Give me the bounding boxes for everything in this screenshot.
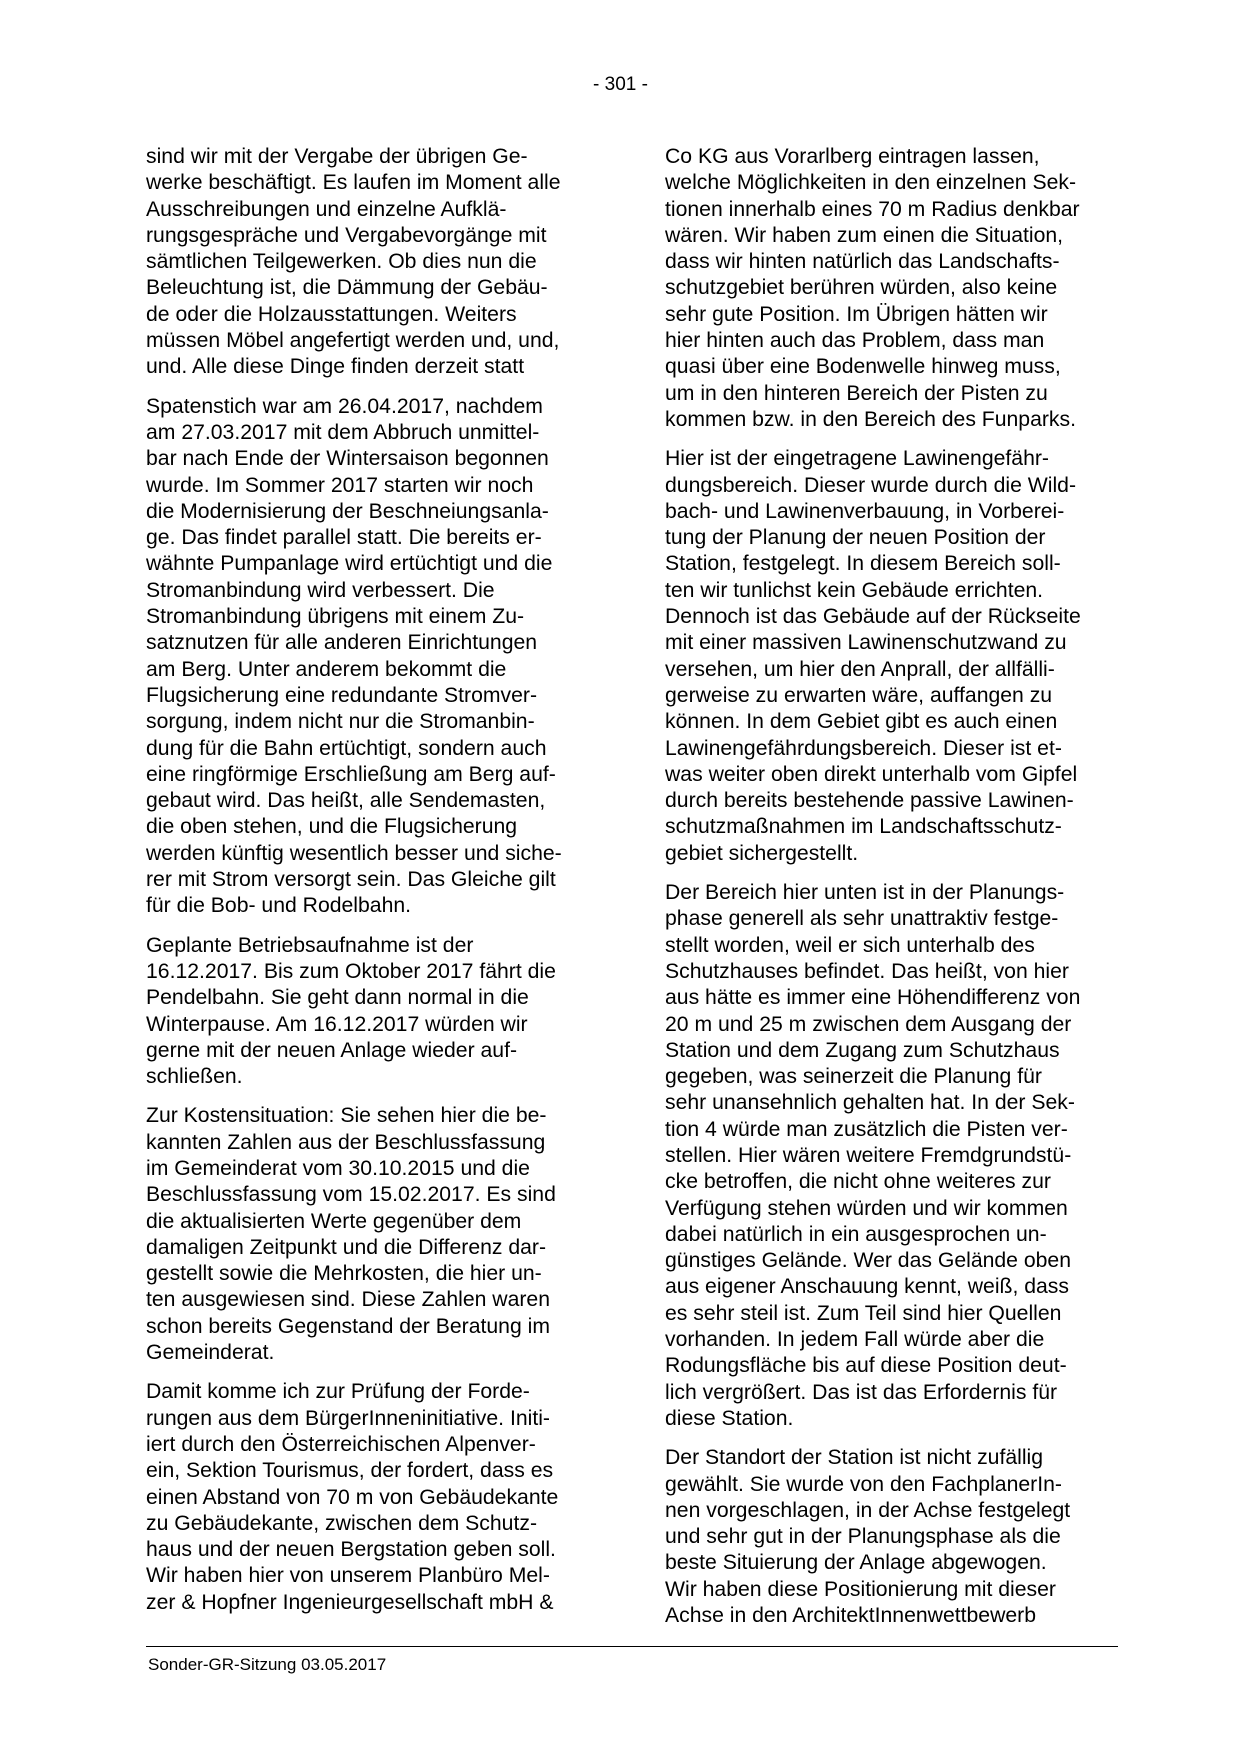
right-column — [665, 144, 1120, 1642]
text-line: rungsgespräche und Vergabevorgänge mit — [146, 223, 547, 247]
text-line: 20 m und 25 m zwischen dem Ausgang der — [665, 1012, 1072, 1036]
paragraph — [146, 933, 601, 1091]
text-line: wähnte Pumpanlage wird ertüchtigt und die — [146, 552, 553, 576]
text-line: Beschlussfassung vom 15.02.2017. Es sind — [146, 1183, 556, 1207]
text-line: ten wir tunlichst kein Gebäude errichten. — [665, 578, 1044, 602]
text-line: müssen Möbel angefertigt werden und, und, — [146, 329, 560, 353]
text-line: die Modernisierung der Beschneiungsanla- — [146, 499, 549, 523]
text-line: gebaut wird. Das heißt, alle Sendemasten, — [146, 789, 546, 813]
text-line: aus eigener Anschauung kennt, weiß, dass — [665, 1275, 1069, 1299]
text-line: schutzmaßnahmen im Landschaftsschutz- — [665, 815, 1062, 839]
text-line: es sehr steil ist. Zum Teil sind hier Quellen — [665, 1301, 1062, 1325]
text-line: gestellt sowie die Mehrkosten, die hier un- — [146, 1262, 542, 1286]
text-line: phase generell als sehr unattraktiv festge- — [665, 907, 1059, 931]
text-line: Zur Kostensituation: Sie sehen hier die be- — [146, 1104, 547, 1128]
text-line: kommen bzw. in den Bereich des Funparks. — [665, 407, 1077, 431]
text-line: dabei natürlich in ein ausgesprochen un- — [665, 1222, 1047, 1246]
text-line: Pendelbahn. Sie geht dann normal in die — [146, 986, 529, 1010]
text-line: sehr unansehnlich gehalten hat. In der Sek- — [665, 1091, 1075, 1115]
text-line: gerweise zu erwarten wäre, auffangen zu — [665, 683, 1053, 707]
text-line: und. Alle diese Dinge finden derzeit statt — [146, 355, 525, 379]
text-line: Ausschreibungen und einzelne Aufklä- — [146, 197, 507, 221]
text-line: gegeben, was seinerzeit die Planung für — [665, 1065, 1042, 1089]
text-line: Station und dem Zugang zum Schutzhaus — [665, 1038, 1060, 1062]
text-line: ten ausgewiesen sind. Diese Zahlen waren — [146, 1288, 550, 1312]
text-line: Stromanbindung übrigens mit einem Zu- — [146, 605, 525, 629]
text-line: günstiges Gelände. Wer das Gelände oben — [665, 1249, 1071, 1273]
text-line: rer mit Strom versorgt sein. Das Gleiche gilt — [146, 868, 556, 892]
text-line: Lawinengefährdungsbereich. Dieser ist et- — [665, 736, 1062, 760]
text-line: mit einer massiven Lawinenschutzwand zu — [665, 631, 1067, 655]
text-line: versehen, um hier den Anprall, der allfälli- — [665, 657, 1055, 681]
text-line: ein, Sektion Tourismus, der fordert, dass es — [146, 1459, 554, 1483]
text-line: hier hinten auch das Problem, dass man — [665, 329, 1045, 353]
paragraph — [146, 1379, 601, 1616]
text-line: Der Standort der Station ist nicht zufällig — [665, 1446, 1044, 1470]
text-line: Wir haben diese Positionierung mit dieser — [665, 1577, 1056, 1601]
paragraph — [665, 1445, 1120, 1629]
text-line: quasi über eine Bodenwelle hinweg muss, — [665, 355, 1061, 379]
text-line: Gemeinderat. — [146, 1341, 275, 1365]
text-line: Flugsicherung eine redundante Stromver- — [146, 683, 538, 707]
text-line: schließen. — [146, 1065, 243, 1089]
text-line: dung für die Bahn ertüchtigt, sondern auch — [146, 736, 547, 760]
text-line: sehr gute Position. Im Übrigen hätten wir — [665, 302, 1048, 326]
text-line: satznutzen für alle anderen Einrichtungen — [146, 631, 538, 655]
text-line: lich vergrößert. Das ist das Erfordernis für — [665, 1380, 1058, 1404]
text-line: werden künftig wesentlich besser und siche- — [146, 841, 562, 865]
text-line: schon bereits Gegenstand der Beratung im — [146, 1314, 550, 1338]
text-line: Geplante Betriebsaufnahme ist der — [146, 933, 474, 957]
text-line: Stromanbindung wird verbessert. Die — [146, 578, 495, 602]
text-line: nen vorgeschlagen, in der Achse festgelegt — [665, 1498, 1071, 1522]
text-line: gewählt. Sie wurde von den FachplanerIn- — [665, 1472, 1062, 1496]
text-line: Rodungsfläche bis auf diese Position deut- — [665, 1354, 1067, 1378]
left-column — [146, 144, 601, 1629]
text-line: um in den hinteren Bereich der Pisten zu — [665, 381, 1048, 405]
text-line: am 27.03.2017 mit dem Abbruch unmittel- — [146, 420, 540, 444]
text-line: wären. Wir haben zum einen die Situation, — [665, 223, 1064, 247]
text-line: am Berg. Unter anderem bekommt die — [146, 657, 507, 681]
text-line: Station, festgelegt. In diesem Bereich soll- — [665, 552, 1061, 576]
footer-text: Sonder-GR-Sitzung 03.05.2017 — [148, 1655, 387, 1674]
text-line: de oder die Holzausstattungen. Weiters — [146, 302, 517, 326]
text-line: eine ringförmige Erschließung am Berg auf- — [146, 762, 556, 786]
paragraph — [146, 144, 601, 381]
text-line: tion 4 würde man zusätzlich die Pisten ver- — [665, 1117, 1068, 1141]
text-line: für die Bob- und Rodelbahn. — [146, 894, 412, 918]
text-line: vorhanden. In jedem Fall würde aber die — [665, 1328, 1045, 1352]
text-line: stellen. Hier wären weitere Fremdgrundstü- — [665, 1143, 1072, 1167]
text-line: und sehr gut in der Planungsphase als die — [665, 1525, 1061, 1549]
text-line: Wir haben hier von unserem Planbüro Mel- — [146, 1564, 550, 1588]
text-line: zer & Hopfner Ingenieurgesellschaft mbH & — [146, 1590, 554, 1614]
text-line: Schutzhauses befindet. Das heißt, von hier — [665, 959, 1069, 983]
text-line: schutzgebiet berühren würden, also keine — [665, 276, 1058, 300]
text-line: Dennoch ist das Gebäude auf der Rückseite — [665, 605, 1081, 629]
text-line: Achse in den ArchitektInnenwettbewerb — [665, 1604, 1037, 1628]
text-line: Co KG aus Vorarlberg eintragen lassen, — [665, 145, 1040, 168]
text-line: stellt worden, weil er sich unterhalb des — [665, 933, 1035, 957]
text-line: sind wir mit der Vergabe der übrigen Ge- — [146, 145, 528, 168]
text-line: haus und der neuen Bergstation geben soll. — [146, 1538, 556, 1562]
text-line: Der Bereich hier unten ist in der Planungs- — [665, 881, 1065, 905]
text-line: Beleuchtung ist, die Dämmung der Gebäu- — [146, 276, 548, 300]
text-line: beste Situierung der Anlage abgewogen. — [665, 1551, 1047, 1575]
text-line: im Gemeinderat vom 30.10.2015 und die — [146, 1156, 530, 1180]
text-line: Verfügung stehen würden und wir kommen — [665, 1196, 1068, 1220]
text-line: die aktualisierten Werte gegenüber dem — [146, 1209, 522, 1233]
text-line: durch bereits bestehende passive Lawinen- — [665, 789, 1074, 813]
text-line: bar nach Ende der Wintersaison begonnen — [146, 447, 549, 471]
footer-divider — [146, 1646, 1118, 1647]
text-line: können. In dem Gebiet gibt es auch einen — [665, 710, 1058, 734]
paragraph — [665, 446, 1120, 867]
text-line: 16.12.2017. Bis zum Oktober 2017 fährt die — [146, 959, 556, 983]
text-line: dass wir hinten natürlich das Landschafts- — [665, 250, 1060, 274]
text-line: tionen innerhalb eines 70 m Radius denkbar — [665, 197, 1080, 221]
text-line: ge. Das findet parallel statt. Die bereits er- — [146, 526, 542, 550]
text-line: iert durch den Österreichischen Alpenver- — [146, 1432, 536, 1456]
text-line: diese Station. — [665, 1406, 794, 1430]
paragraph — [146, 1103, 601, 1366]
paragraph — [665, 880, 1120, 1432]
text-line: Spatenstich war am 26.04.2017, nachdem — [146, 394, 543, 418]
text-line: cke betroffen, die nicht ohne weiteres zur — [665, 1170, 1051, 1194]
text-line: kannten Zahlen aus der Beschlussfassung — [146, 1130, 546, 1154]
text-line: bach- und Lawinenverbauung, in Vorberei- — [665, 499, 1065, 523]
page-number: - 301 - — [593, 74, 648, 95]
text-line: damaligen Zeitpunkt und die Differenz dar- — [146, 1235, 547, 1259]
text-line: zu Gebäudekante, zwischen dem Schutz- — [146, 1511, 538, 1535]
text-line: sämtlichen Teilgewerken. Ob dies nun die — [146, 250, 537, 274]
paragraph — [665, 144, 1120, 433]
text-line: welche Möglichkeiten in den einzelnen Sek- — [665, 171, 1077, 195]
text-line: tung der Planung der neuen Position der — [665, 526, 1046, 550]
text-line: einen Abstand von 70 m von Gebäudekante — [146, 1485, 559, 1509]
text-line: rungen aus dem BürgerInneninitiative. Initi- — [146, 1406, 550, 1430]
text-line: gerne mit der neuen Anlage wieder auf- — [146, 1038, 518, 1062]
text-line: gebiet sichergestellt. — [665, 841, 859, 865]
text-line: was weiter oben direkt unterhalb vom Gipfel — [665, 762, 1078, 786]
text-line: wurde. Im Sommer 2017 starten wir noch — [146, 473, 534, 497]
text-line: dungsbereich. Dieser wurde durch die Wild- — [665, 473, 1076, 497]
text-line: Winterpause. Am 16.12.2017 würden wir — [146, 1012, 528, 1036]
text-line: Hier ist der eingetragene Lawinengefähr- — [665, 447, 1049, 471]
text-line: die oben stehen, und die Flugsicherung — [146, 815, 518, 839]
text-line: Damit komme ich zur Prüfung der Forde- — [146, 1380, 530, 1404]
text-line: sorgung, indem nicht nur die Stromanbin- — [146, 710, 535, 734]
paragraph — [146, 394, 601, 920]
text-line: aus hätte es immer eine Höhendifferenz von — [665, 986, 1081, 1010]
text-line: werke beschäftigt. Es laufen im Moment alle — [146, 171, 561, 195]
